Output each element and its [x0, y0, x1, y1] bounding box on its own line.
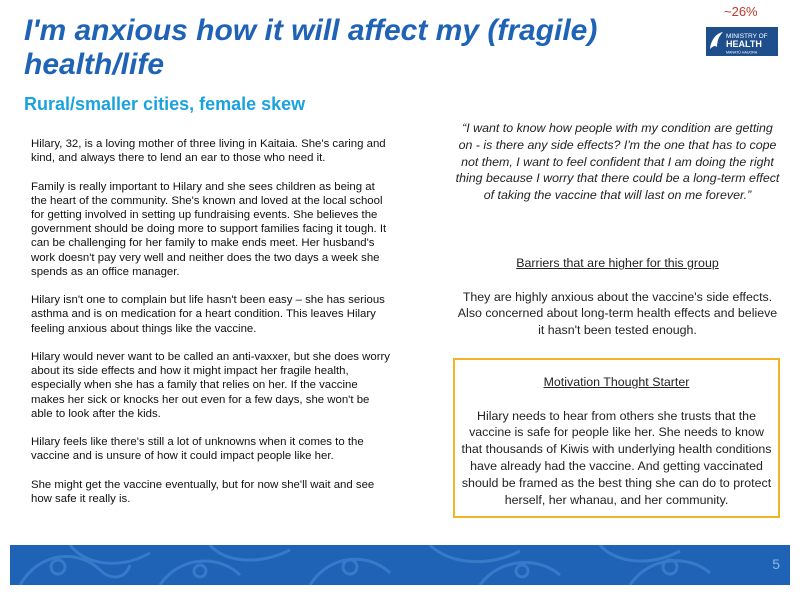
slide-subtitle: Rural/smaller cities, female skew [24, 94, 306, 114]
persona-paragraph: Hilary would never want to be called an anti-vaxxer, but she does worry about its side effects and how it might impact her fragile health, especially when she has a family that relies on her. If the vaccine makes her sick or knocks her out even for a few days, she won't be able to look after the kids. [31, 351, 390, 420]
logo-line2: HEALTH [726, 39, 762, 49]
persona-quote: “I want to know how people with my condition are getting on - is there any side effects? I'm the one that has to cope not them, I want to feel confident that I am doing the right thing because I worry that there could be a long-term effect of taking the vaccine that will last on me forever.” [455, 121, 780, 203]
page-number: 5 [772, 556, 780, 572]
motivation-heading: Motivation Thought Starter [543, 375, 690, 389]
barriers-section [455, 255, 780, 339]
footer-banner [10, 545, 790, 585]
barriers-text: They are highly anxious about the vaccine's side effects. Also concerned about long-term health effects and believe it hasn't been tested enough. [457, 289, 778, 338]
persona-description [31, 137, 393, 520]
motivation-box [453, 358, 780, 518]
persona-paragraph: Hilary, 32, is a loving mother of three living in Kaitaia. She's caring and kind, and always there to lend an ear to those who need it. [31, 138, 386, 165]
motivation-text: Hilary needs to hear from others she trusts that the vaccine is safe for people like her. She needs to know that thousands of Kiwis with underlying health conditions have already had the vaccine. And getting vaccinated should be framed as the best thing she can do to protect herself, her whanau, and her community. [461, 408, 772, 507]
logo-line3: MANATŪ HAUORA [726, 50, 758, 55]
persona-paragraph: Hilary isn't one to complain but life hasn't been easy – she has serious asthma and is on medication for a heart condition. This leaves Hilary feeling anxious about things like the vaccine. [31, 294, 385, 335]
slide-title: I'm anxious how it will affect my (fragile) health/life [24, 14, 598, 81]
koru-pattern-icon [10, 545, 790, 585]
persona-paragraph: Family is really important to Hilary and she sees children as being at the heart of the community. She's known and loved at the local school for getting involved in setting up fundraising events. She believes the government should be doing more to support families facing it tough. It can be challenging for her family to make ends meet. Her husband's work doesn't pay very well and neither does the two days a week she spends as an office manager. [31, 180, 387, 278]
barriers-heading: Barriers that are higher for this group [516, 256, 719, 270]
persona-paragraph: She might get the vaccine eventually, but for now she'll wait and see how safe it really is. [31, 478, 375, 505]
logo-line1: MINISTRY OF [726, 33, 768, 40]
ministry-of-health-logo [706, 27, 778, 56]
percentage-label: ~26% [724, 4, 758, 19]
persona-paragraph: Hilary feels like there's still a lot of unknowns when it comes to the vaccine and is unsure of how it could impact people like her. [31, 436, 364, 463]
